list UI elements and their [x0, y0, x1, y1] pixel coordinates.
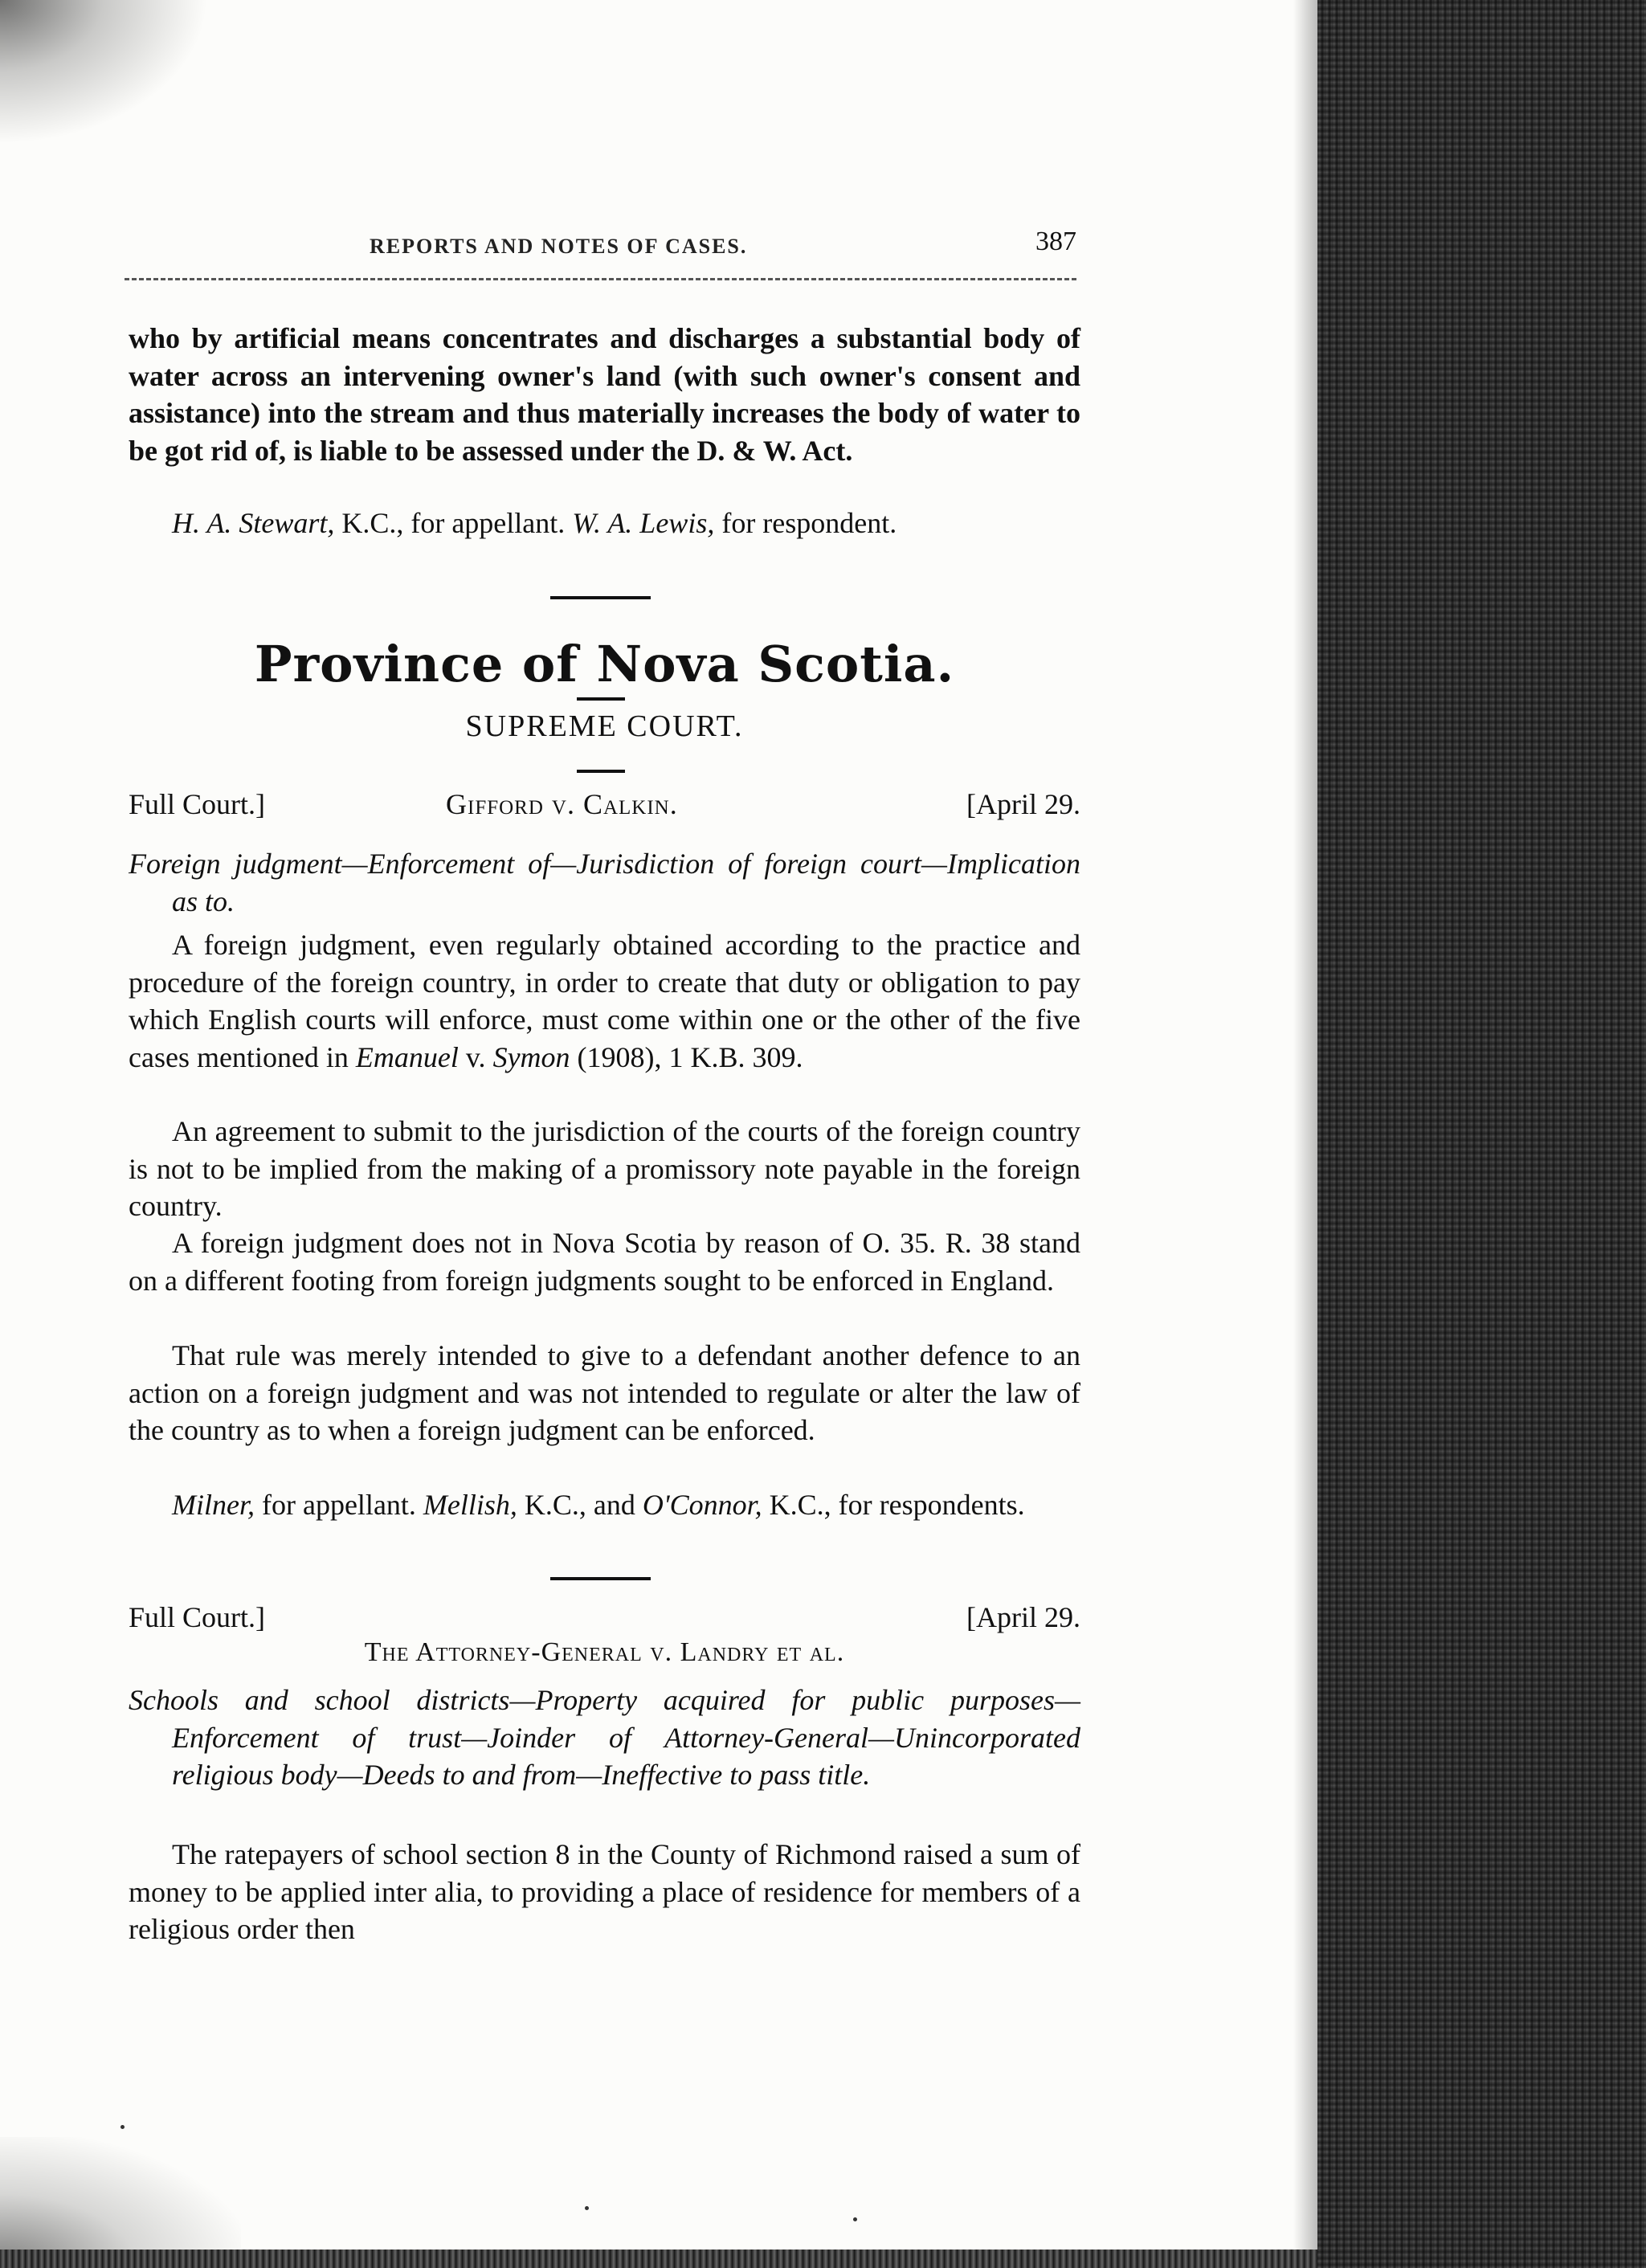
case1-heading-line	[129, 787, 1080, 828]
intro-counsel	[129, 505, 1080, 542]
case1-catchwords: Foreign judgment—Enforcement of—Jurisdiction of foreign court—Implication as to.	[129, 848, 1080, 917]
paragraph-text: (1908), 1 K.B. 309.	[570, 1040, 803, 1073]
case1-paragraph-4: That rule was merely intended to give to a defendant another defence to an action on a foreign judgment and was not intended to regulate or alter the law of the country as to when a foreign judgment can be enforced.	[129, 1339, 1080, 1446]
page-header	[120, 227, 1076, 267]
paragraph-text: v.	[458, 1040, 493, 1073]
case2-catchwords: Schools and school districts—Property acquired for public purposes—Enforcement of trust—Joinder of Attorney-General—Unincorporated religious body—Deeds to and from—Ineffective to pass title.	[129, 1684, 1080, 1791]
counsel-name: O'Connor,	[642, 1489, 762, 1521]
case1-title: Gifford v. Calkin.	[446, 788, 678, 820]
counsel-name: Mellish,	[423, 1489, 517, 1521]
counsel-name: W. A. Lewis,	[572, 507, 715, 539]
counsel-name: Milner,	[172, 1489, 255, 1521]
case1-paragraph-1	[129, 926, 1080, 1076]
counsel-text: for appellant.	[255, 1489, 423, 1521]
page-number: 387	[1035, 227, 1076, 256]
counsel-name: H. A. Stewart,	[172, 507, 335, 539]
intro-paragraph: who by artificial means concentrates and discharges a substantial body of water across an intervening owner's land (with such owner's consent and assistance) into the stream and thus materially increases the body of water to be got rid of, is liable to be assessed under the D. & W. Act.	[129, 322, 1080, 467]
counsel-text: for respondent.	[714, 507, 897, 539]
scan-bottom-edge	[0, 2250, 1317, 2268]
cited-case: Emanuel	[355, 1040, 459, 1073]
scan-noise-bottom-left	[0, 2137, 241, 2268]
heading-divider	[577, 770, 625, 773]
counsel-text: K.C., for respondents.	[762, 1489, 1025, 1521]
case2-paragraph-1: The ratepayers of school section 8 in the County of Richmond raised a sum of money to be applied inter alia, to providing a place of residence for members of a religious order then	[129, 1838, 1080, 1945]
counsel-text: K.C., for appellant.	[334, 507, 573, 539]
case1-paragraph-3: A foreign judgment does not in Nova Scotia by reason of O. 35. R. 38 stand on a different footing from foreign judgments sought to be enforced in England.	[129, 1227, 1080, 1297]
case1-counsel	[129, 1486, 1080, 1524]
case2-title: The Attorney-General v. Landry et al.	[364, 1637, 845, 1667]
section-divider	[550, 596, 651, 599]
running-head: REPORTS AND NOTES OF CASES.	[370, 235, 748, 258]
case2-heading-line	[129, 1600, 1080, 1641]
book-gutter	[1317, 0, 1646, 2268]
case1-date: [April 29.	[966, 788, 1080, 820]
case1-paragraph-2: An agreement to submit to the jurisdiction of the courts of the foreign country is not to be implied from the making of a promissory note payable in the foreign country.	[129, 1115, 1080, 1222]
case2-date: [April 29.	[966, 1601, 1080, 1633]
case1-court: Full Court.]	[129, 788, 266, 820]
cited-case: Symon	[492, 1040, 570, 1073]
scan-speck	[853, 2217, 857, 2221]
court-heading: SUPREME COURT.	[465, 709, 744, 743]
case2-court: Full Court.]	[129, 1601, 266, 1633]
scan-speck	[585, 2206, 589, 2210]
heading-divider	[577, 697, 625, 701]
scan-noise-top-left	[0, 0, 209, 145]
section-divider	[550, 1577, 651, 1580]
counsel-text: K.C., and	[517, 1489, 643, 1521]
province-heading: Province of Nova Scotia.	[254, 635, 955, 693]
header-rule	[125, 278, 1076, 280]
paragraph-text: A foreign judgment, even regularly obtained according to the practice and procedure of the foreign country, in order to create that duty or obligation to pay which English courts will enforce, must come within one or the other of the five cases mentioned in	[129, 929, 1080, 1073]
scan-speck	[120, 2125, 125, 2129]
